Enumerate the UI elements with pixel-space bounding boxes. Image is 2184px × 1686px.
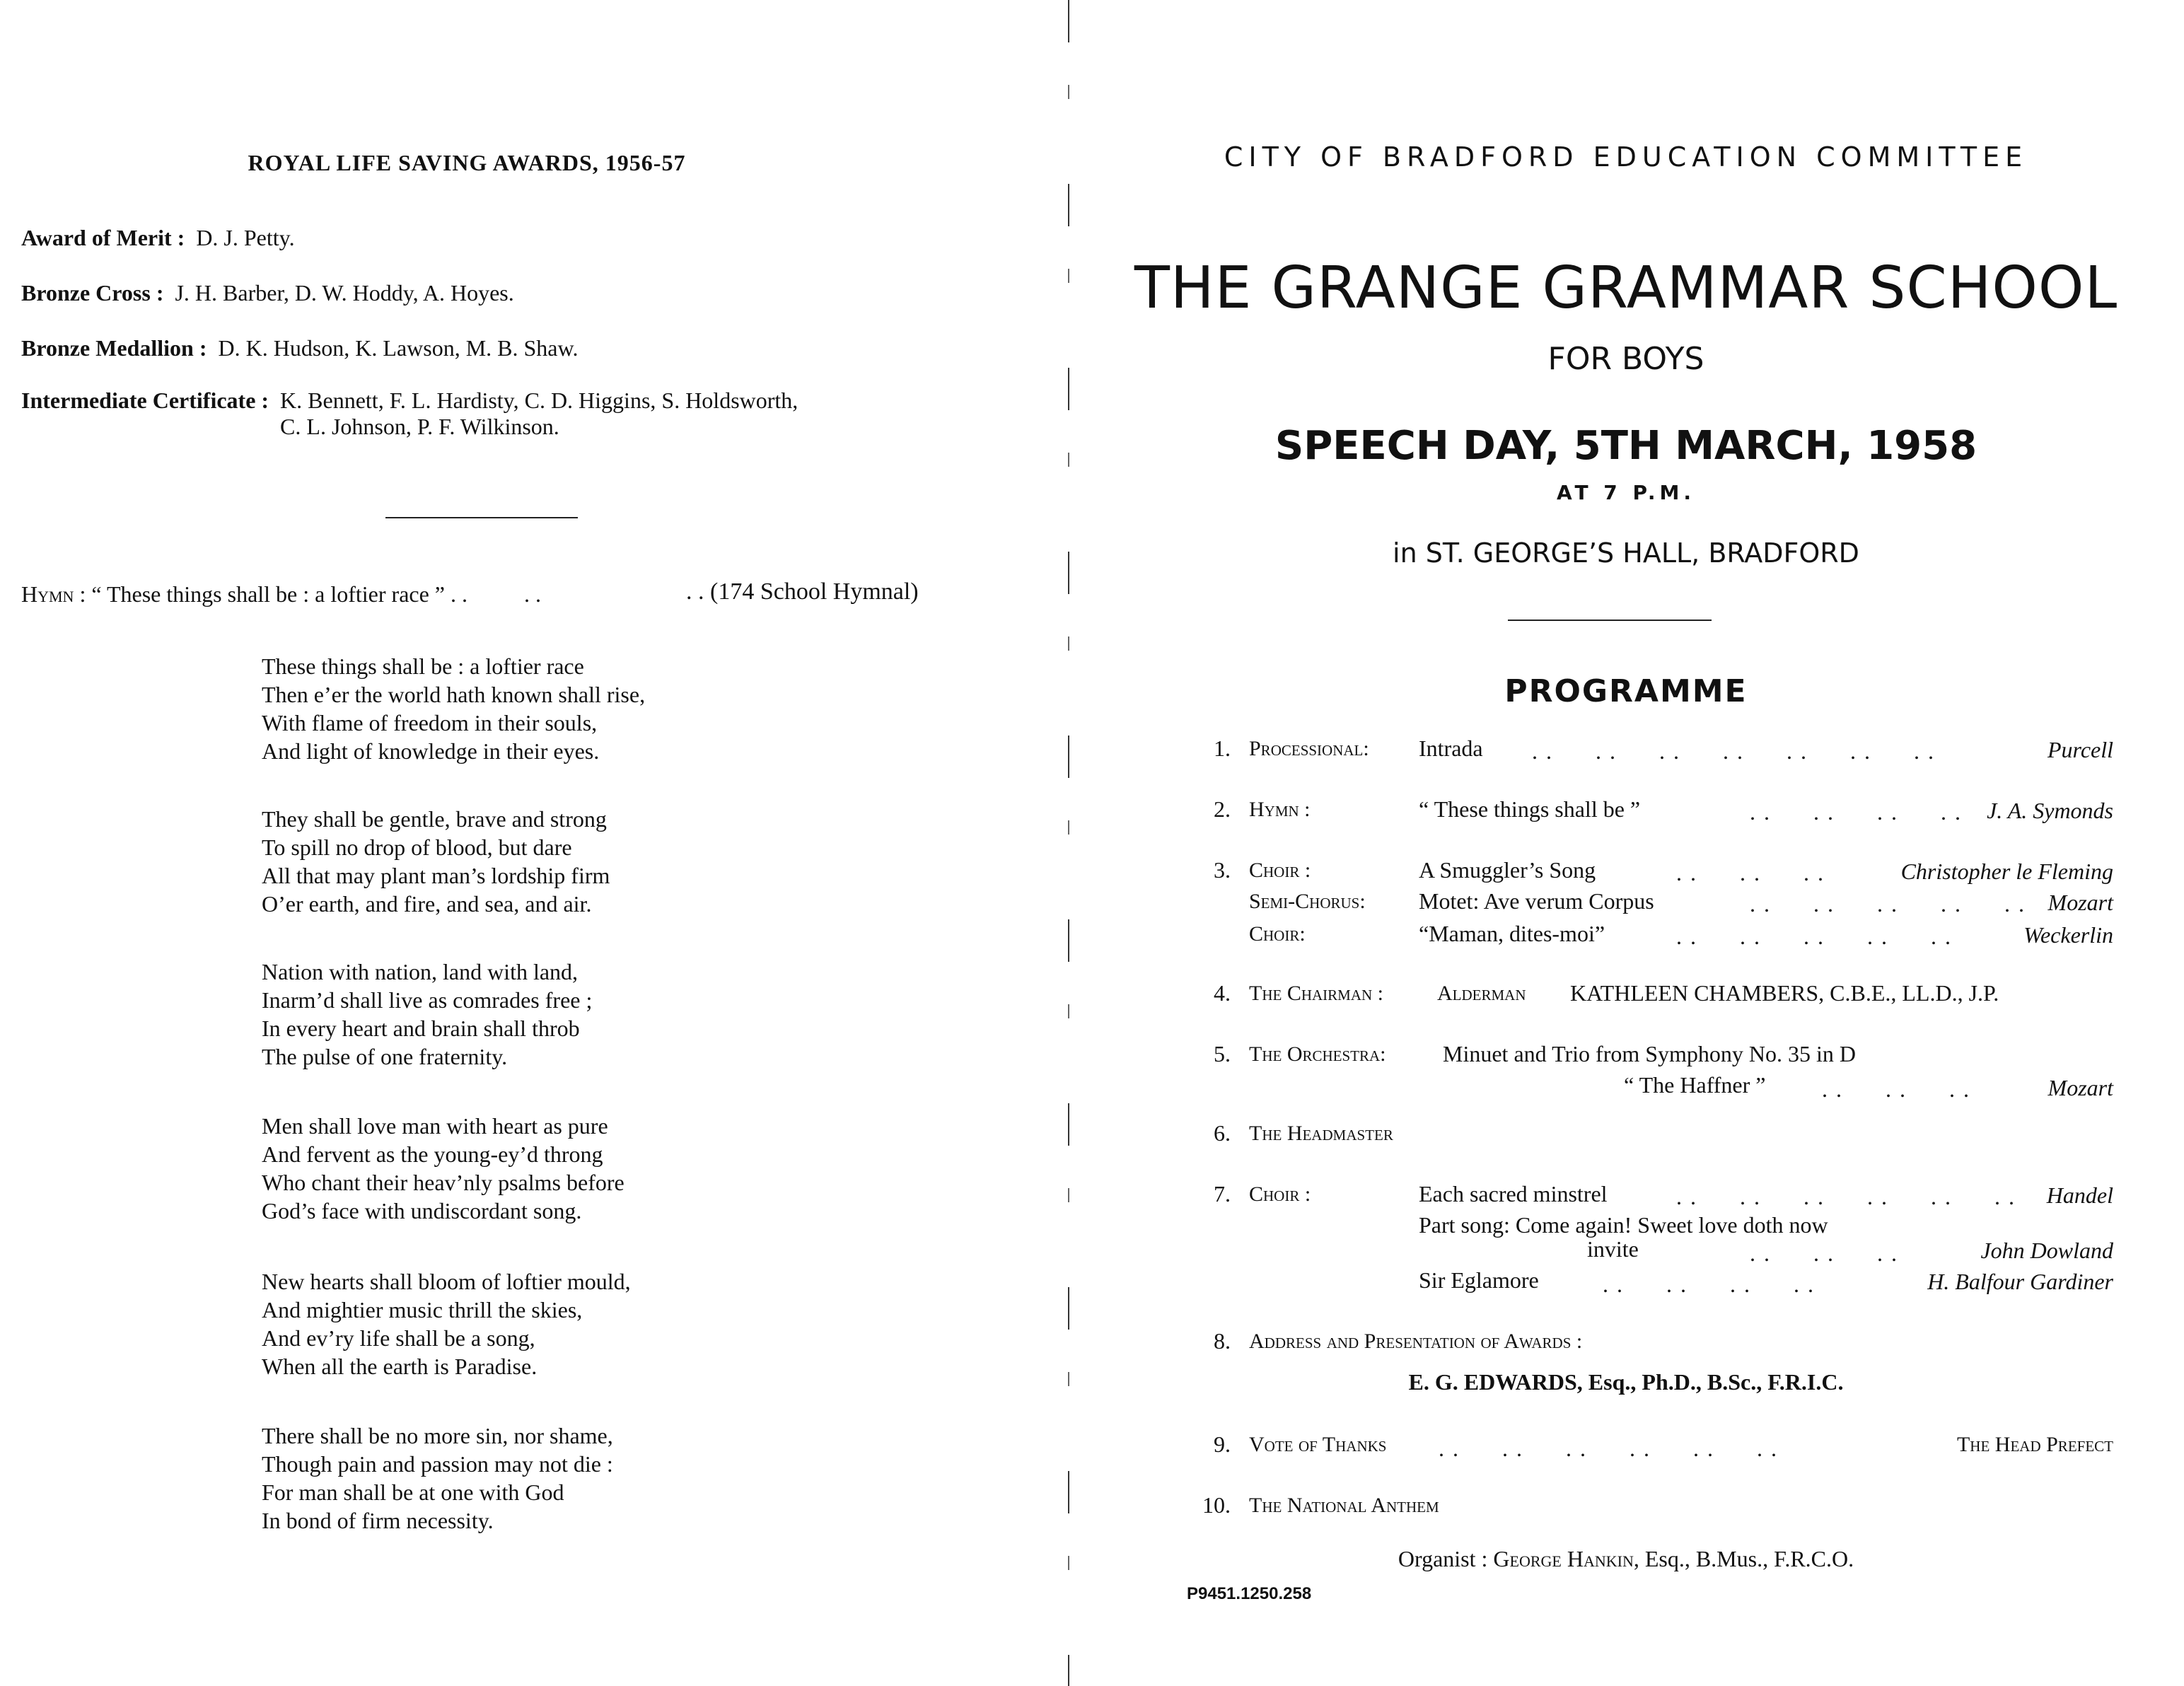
- event-venue: in ST. GEORGE’S HALL, BRADFORD: [1393, 537, 1859, 569]
- stanza: [262, 652, 645, 765]
- item-composer: Weckerlin: [2023, 922, 2113, 948]
- item-text: A Smuggler’s Song: [1419, 857, 1596, 883]
- item-right-label: The Head Prefect: [1956, 1433, 2113, 1456]
- stanza-line: God’s face with undiscordant song.: [262, 1198, 582, 1223]
- award-label: Bronze Cross :: [21, 280, 164, 306]
- stanza-line: Men shall love man with heart as pure: [262, 1113, 608, 1139]
- stanza-line: And fervent as the young-ey’d throng: [262, 1141, 603, 1167]
- awards-title: ROYAL LIFE SAVING AWARDS, 1956-57: [248, 150, 686, 175]
- award-names: J. H. Barber, D. W. Hoddy, A. Hoyes.: [175, 280, 514, 306]
- award-names: D. K. Hudson, K. Lawson, M. B. Shaw.: [218, 335, 579, 361]
- item-composer: Christopher le Fleming: [1900, 859, 2113, 884]
- stanza: [262, 805, 610, 918]
- stanza-line: Inarm’d shall live as comrades free ;: [262, 987, 593, 1013]
- item-text: Part song: Come again! Sweet love doth now: [1419, 1212, 1828, 1238]
- item-text: Motet: Ave verum Corpus: [1419, 888, 1654, 914]
- stanza: [262, 1112, 625, 1225]
- item-label: Address and Presentation of Awards :: [1249, 1330, 1583, 1353]
- item-text: “ The Haffner ”: [1624, 1072, 1766, 1098]
- item-composer: Mozart: [2047, 1075, 2113, 1100]
- item-leader: . . . . . . . . . .: [1676, 924, 1952, 949]
- item-leader: . . . . . . . . . . . .: [1676, 1184, 2016, 1209]
- item-composer: H. Balfour Gardiner: [1927, 1269, 2113, 1294]
- award-bronze-cross: [21, 280, 514, 306]
- stanza-line: Then e’er the world hath known shall rise,: [262, 682, 646, 707]
- award-names-line: C. L. Johnson, P. F. Wilkinson.: [280, 414, 559, 439]
- item-composer: Mozart: [2047, 890, 2113, 915]
- stanza-line: New hearts shall bloom of loftier mould,: [262, 1269, 631, 1294]
- award-label: Award of Merit :: [21, 225, 185, 250]
- organist-name: George Hankin: [1493, 1546, 1634, 1571]
- item-leader: . . . . . . . . . . . . . .: [1532, 738, 1935, 764]
- item-leader: . . . . . . . .: [1603, 1272, 1815, 1297]
- item-label: Processional:: [1249, 737, 1369, 760]
- item-leader: . . . . . .: [1750, 1240, 1898, 1266]
- item-label: The Headmaster: [1249, 1122, 1393, 1145]
- programme-title: PROGRAMME: [1504, 673, 1748, 709]
- item-text: invite: [1587, 1236, 1639, 1262]
- item-label: Choir:: [1249, 922, 1306, 946]
- organist-line: [1068, 1546, 2184, 1572]
- stanza-line: Nation with nation, land with land,: [262, 959, 579, 984]
- item-number: 7.: [1214, 1181, 1231, 1207]
- for-boys: FOR BOYS: [1547, 341, 1704, 377]
- item-text: Sir Eglamore: [1419, 1267, 1539, 1293]
- item-label: The Orchestra:: [1249, 1042, 1386, 1066]
- chairman-title: Alderman: [1437, 982, 1526, 1005]
- stanza-line: For man shall be at one with God: [262, 1479, 564, 1505]
- hymn-reference: . . (174 School Hymnal): [686, 579, 919, 605]
- stanza-line: These things shall be : a loftier race: [262, 653, 584, 679]
- item-number: 3.: [1214, 857, 1231, 883]
- item-label: Choir :: [1249, 1182, 1311, 1206]
- item-leader: . . . . . .: [1676, 860, 1825, 885]
- item-number: 9.: [1214, 1431, 1231, 1457]
- item-leader: . . . . . .: [1822, 1076, 1970, 1102]
- organist-label: Organist :: [1398, 1546, 1488, 1571]
- left-page: [0, 0, 1068, 1686]
- item-leader: . . . . . . . .: [1750, 799, 1962, 825]
- award-label: Intermediate Certificate :: [21, 388, 269, 413]
- stanza-line: All that may plant man’s lordship firm: [262, 863, 610, 888]
- stanza-line: To spill no drop of blood, but dare: [262, 835, 572, 860]
- hymn-heading: [21, 581, 541, 607]
- item-text: “Maman, dites-moi”: [1419, 921, 1605, 946]
- item-number: 5.: [1214, 1041, 1231, 1066]
- item-leader: . . . . . . . . . . . .: [1439, 1436, 1778, 1461]
- stanza-line: With flame of freedom in their souls,: [262, 710, 598, 736]
- hymn-title: : “ These things shall be : a loftier race ” . . . .: [74, 581, 541, 607]
- stanza-line: And light of knowledge in their eyes.: [262, 738, 600, 764]
- item-composer: Purcell: [2047, 737, 2113, 762]
- award-merit: [21, 225, 295, 251]
- item-text: “ These things shall be ”: [1419, 796, 1641, 822]
- divider: [385, 517, 578, 518]
- stanza-line: In every heart and brain shall throb: [262, 1016, 580, 1041]
- stanza: [262, 1267, 631, 1380]
- award-names: D. J. Petty.: [196, 225, 295, 250]
- item-label: Semi-Chorus:: [1249, 890, 1366, 913]
- stanza-line: There shall be no more sin, nor shame,: [262, 1423, 613, 1448]
- item-label: The National Anthem: [1249, 1494, 1439, 1517]
- item-text: Each sacred minstrel: [1419, 1181, 1608, 1207]
- stanza-line: And mightier music thrill the skies,: [262, 1297, 583, 1322]
- stanza-line: When all the earth is Paradise.: [262, 1354, 538, 1379]
- awards-speaker: E. G. EDWARDS, Esq., Ph.D., B.Sc., F.R.I.C.: [1408, 1369, 1844, 1395]
- item-number: 10.: [1202, 1492, 1231, 1518]
- item-text: Minuet and Trio from Symphony No. 35 in D: [1443, 1041, 1857, 1066]
- item-label: Choir :: [1249, 859, 1311, 882]
- award-label: Bronze Medallion :: [21, 335, 207, 361]
- school-name: THE GRANGE GRAMMAR SCHOOL: [1134, 255, 2118, 322]
- item-number: 4.: [1214, 980, 1231, 1006]
- committee-heading: CITY OF BRADFORD EDUCATION COMMITTEE: [1224, 141, 2028, 173]
- item-composer: John Dowland: [1980, 1238, 2113, 1263]
- item-number: 8.: [1214, 1328, 1231, 1354]
- award-bronze-medallion: [21, 335, 579, 361]
- stanza-line: Though pain and passion may not die :: [262, 1451, 613, 1477]
- event-time: AT 7 P.M.: [1556, 481, 1696, 504]
- stanza-line: In bond of firm necessity.: [262, 1508, 494, 1533]
- item-leader: . . . . . . . . . .: [1750, 891, 2026, 917]
- stanza-line: And ev’ry life shall be a song,: [262, 1325, 535, 1351]
- award-names-line: K. Bennett, F. L. Hardisty, C. D. Higgins, S. Holdsworth,: [280, 388, 798, 413]
- item-composer: J. A. Symonds: [1987, 798, 2113, 823]
- stanza-line: O’er earth, and fire, and sea, and air.: [262, 891, 592, 917]
- print-code: P9451.1250.258: [1187, 1584, 1312, 1603]
- item-number: 2.: [1214, 796, 1231, 822]
- item-label: Hymn :: [1249, 798, 1311, 821]
- chairman-name: KATHLEEN CHAMBERS, C.B.E., LL.D., J.P.: [1570, 980, 1999, 1006]
- speech-day: SPEECH DAY, 5TH MARCH, 1958: [1274, 423, 1977, 469]
- divider: [1508, 620, 1712, 621]
- item-text: Intrada: [1419, 736, 1483, 761]
- item-label: The Chairman :: [1249, 982, 1383, 1005]
- stanza-line: They shall be gentle, brave and strong: [262, 806, 607, 832]
- item-number: 6.: [1214, 1120, 1231, 1146]
- hymn-label: Hymn: [21, 581, 74, 607]
- stanza-line: Who chant their heav’nly psalms before: [262, 1170, 625, 1195]
- right-page: [1068, 0, 2184, 1686]
- item-composer: Handel: [2046, 1182, 2113, 1208]
- stanza-line: The pulse of one fraternity.: [262, 1044, 508, 1069]
- organist-qualifications: , Esq., B.Mus., F.R.C.O.: [1633, 1546, 1854, 1571]
- stanza: [262, 1422, 613, 1535]
- award-names: [280, 388, 798, 440]
- award-intermediate: [21, 388, 798, 440]
- item-number: 1.: [1214, 736, 1231, 761]
- stanza: [262, 958, 592, 1071]
- item-label: Vote of Thanks: [1249, 1433, 1387, 1456]
